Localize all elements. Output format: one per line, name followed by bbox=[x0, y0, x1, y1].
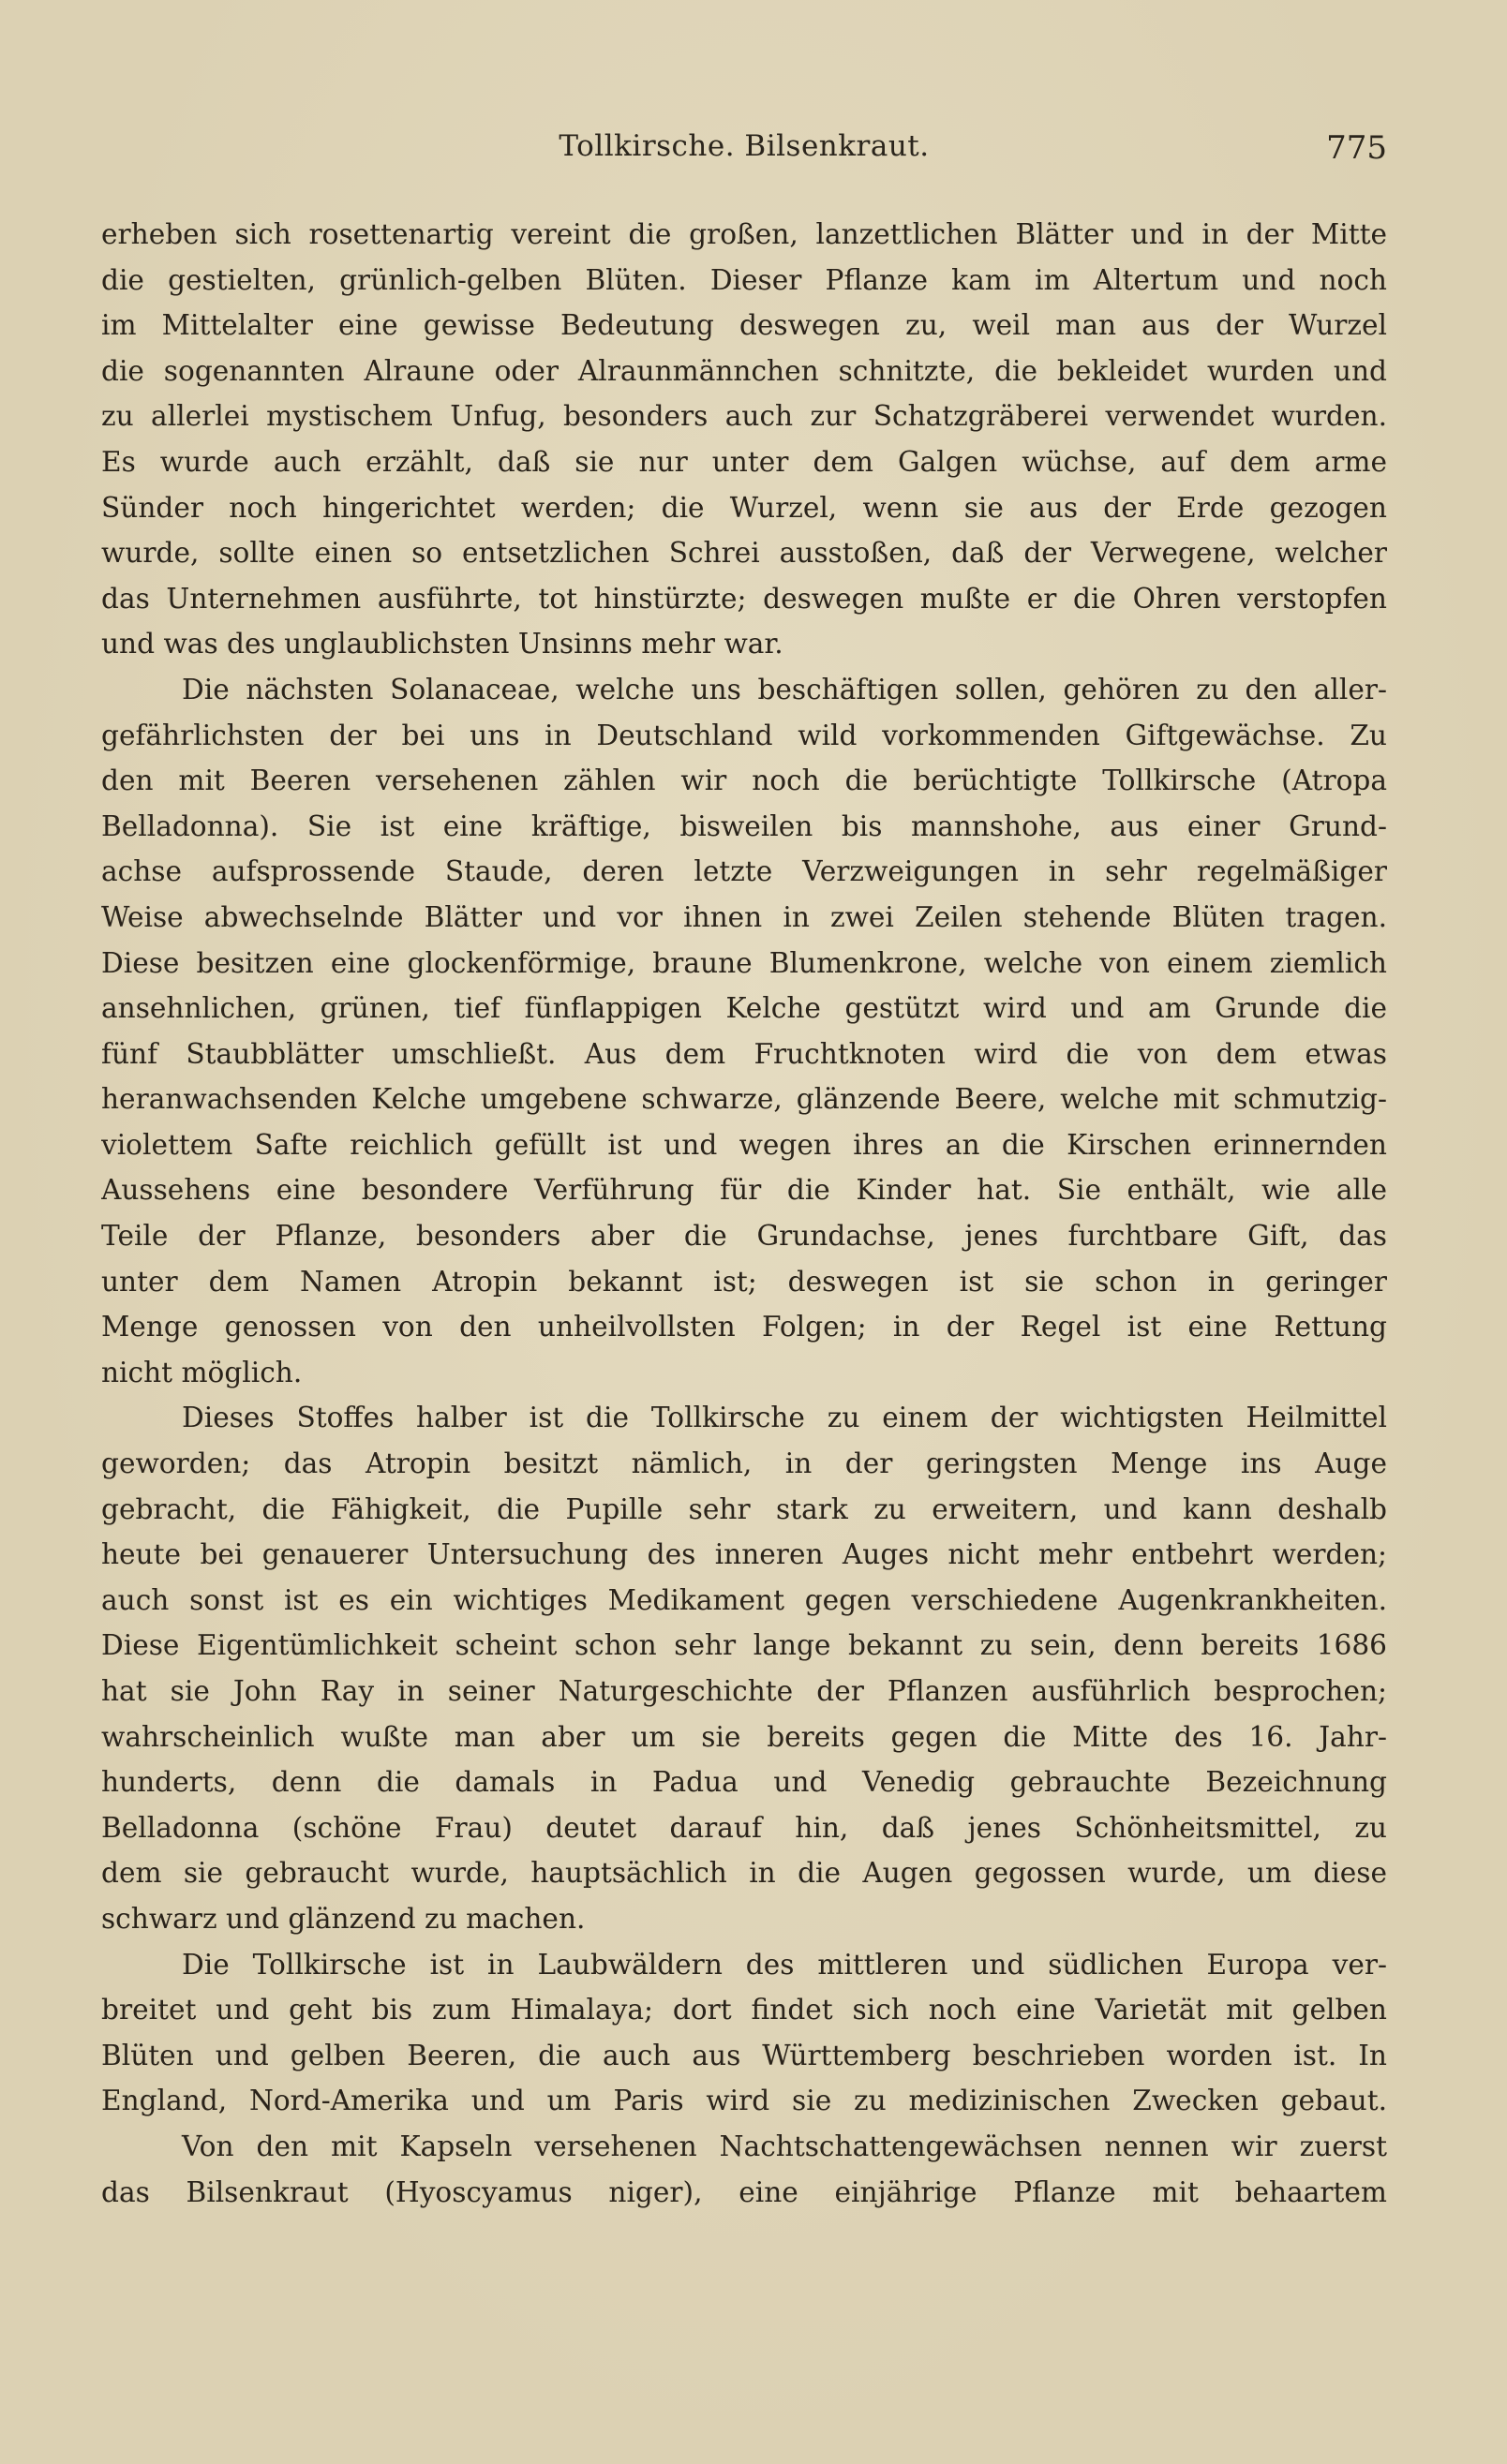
text-line: gebracht, die Fähigkeit, die Pupille sehr stark zu erweitern, und kann deshalb bbox=[101, 1492, 1387, 1525]
text-line: schwarz und glänzend zu machen. bbox=[101, 1902, 586, 1935]
text-line: die gestielten, grünlich-gelben Blüten. Dieser Pflanze kam im Altertum und noch bbox=[101, 263, 1387, 296]
text-line: hunderts, denn die damals in Padua und Venedig gebrauchte Bezeichnung bbox=[101, 1766, 1387, 1799]
running-title: Tollkirsche. Bilsenkraut. bbox=[559, 129, 930, 163]
text-line: Die Tollkirsche ist in Laubwäldern des mittleren und südlichen Europa ver- bbox=[182, 1948, 1387, 1981]
text-line: erheben sich rosettenartig vereint die großen, lanzettlichen Blätter und in der Mitte bbox=[101, 218, 1387, 250]
text-line: Weise abwechselnde Blätter und vor ihnen in zwei Zeilen stehende Blüten tragen. bbox=[101, 900, 1387, 933]
text-line: Menge genossen von den unheilvollsten Folgen; in der Regel ist eine Rettung bbox=[101, 1311, 1387, 1343]
text-line: Aussehens eine besondere Verführung für die Kinder hat. Sie enthält, wie alle bbox=[101, 1174, 1387, 1207]
running-head bbox=[101, 129, 1387, 178]
text-line: Von den mit Kapseln versehenen Nachtschattengewächsen nennen wir zuerst bbox=[182, 2130, 1387, 2162]
text-line: Belladonna (schöne Frau) deutet darauf hin, daß jenes Schönheitsmittel, zu bbox=[101, 1811, 1387, 1844]
text-line: das Bilsenkraut (Hyoscyamus niger), eine einjährige Pflanze mit behaartem bbox=[101, 2175, 1387, 2208]
text-line: Belladonna). Sie ist eine kräftige, bisweilen bis mannshohe, aus einer Grund- bbox=[101, 809, 1387, 842]
text-line: Die nächsten Solanaceae, welche uns beschäftigen sollen, gehören zu den aller- bbox=[182, 673, 1387, 705]
text-line: Dieses Stoffes halber ist die Tollkirsche zu einem der wichtigsten Heilmittel bbox=[182, 1402, 1387, 1434]
text-line: Sünder noch hingerichtet werden; die Wurzel, wenn sie aus der Erde gezogen bbox=[101, 491, 1387, 524]
text-line: geworden; das Atropin besitzt nämlich, in der geringsten Menge ins Auge bbox=[101, 1447, 1387, 1480]
text-line: hat sie John Ray in seiner Naturgeschichte der Pflanzen ausführlich besprochen; bbox=[101, 1675, 1387, 1707]
text-line: Teile der Pflanze, besonders aber die Grundachse, jenes furchtbare Gift, das bbox=[101, 1220, 1387, 1253]
text-line: Es wurde auch erzählt, daß sie nur unter dem Galgen wüchse, auf dem arme bbox=[101, 445, 1387, 478]
text-line: im Mittelalter eine gewisse Bedeutung deswegen zu, weil man aus der Wurzel bbox=[101, 309, 1387, 342]
text-line: fünf Staubblätter umschließt. Aus dem Fruchtknoten wird die von dem etwas bbox=[101, 1037, 1387, 1070]
text-line: violettem Safte reichlich gefüllt ist und wegen ihres an die Kirschen erinnernden bbox=[101, 1128, 1387, 1161]
text-line: Diese Eigentümlichkeit scheint schon sehr lange bekannt zu sein, denn bereits 1686 bbox=[101, 1629, 1387, 1662]
text-line: achse aufsprossende Staude, deren letzte Verzweigungen in sehr regelmäßiger bbox=[101, 855, 1387, 888]
text-line: zu allerlei mystischem Unfug, besonders auch zur Schatzgräberei verwendet wurden. bbox=[101, 400, 1387, 433]
text-line: nicht möglich. bbox=[101, 1356, 303, 1388]
text-line: ansehnlichen, grünen, tief fünflappigen Kelche gestützt wird und am Grunde die bbox=[101, 992, 1387, 1025]
body-text bbox=[101, 212, 1387, 2215]
text-line: Diese besitzen eine glockenförmige, braune Blumenkrone, welche von einem ziemlich bbox=[101, 946, 1387, 979]
text-line: auch sonst ist es ein wichtiges Medikament gegen verschiedene Augenkrankheiten. bbox=[101, 1583, 1387, 1616]
text-line: und was des unglaublichsten Unsinns mehr war. bbox=[101, 628, 783, 661]
text-line: den mit Beeren versehenen zählen wir noch die berüchtigte Tollkirsche (Atropa bbox=[101, 764, 1387, 797]
text-line: heranwachsenden Kelche umgebene schwarze, glänzende Beere, welche mit schmutzig- bbox=[101, 1083, 1387, 1116]
text-line: das Unternehmen ausführte, tot hinstürzte; deswegen mußte er die Ohren verstopfen bbox=[101, 582, 1387, 615]
text-line: wahrscheinlich wußte man aber um sie bereits gegen die Mitte des 16. Jahr- bbox=[101, 1720, 1387, 1753]
page-number: 775 bbox=[1326, 129, 1387, 167]
text-line: Blüten und gelben Beeren, die auch aus Württemberg beschrieben worden ist. In bbox=[101, 2039, 1387, 2071]
text-line: die sogenannten Alraune oder Alraunmännchen schnitzte, die bekleidet wurden und bbox=[101, 354, 1387, 387]
text-line: breitet und geht bis zum Himalaya; dort findet sich noch eine Varietät mit gelben bbox=[101, 1994, 1387, 2026]
text-line: wurde, sollte einen so entsetzlichen Schrei ausstoßen, daß der Verwegene, welcher bbox=[101, 537, 1387, 570]
text-line: gefährlichsten der bei uns in Deutschland wild vorkommenden Giftgewächse. Zu bbox=[101, 719, 1387, 751]
text-line: England, Nord-Amerika und um Paris wird sie zu medizinischen Zwecken gebaut. bbox=[101, 2085, 1387, 2117]
text-line: heute bei genauerer Untersuchung des inneren Auges nicht mehr entbehrt werden; bbox=[101, 1538, 1387, 1571]
text-line: unter dem Namen Atropin bekannt ist; deswegen ist sie schon in geringer bbox=[101, 1265, 1387, 1298]
text-line: dem sie gebraucht wurde, hauptsächlich in die Augen gegossen wurde, um diese bbox=[101, 1857, 1387, 1890]
